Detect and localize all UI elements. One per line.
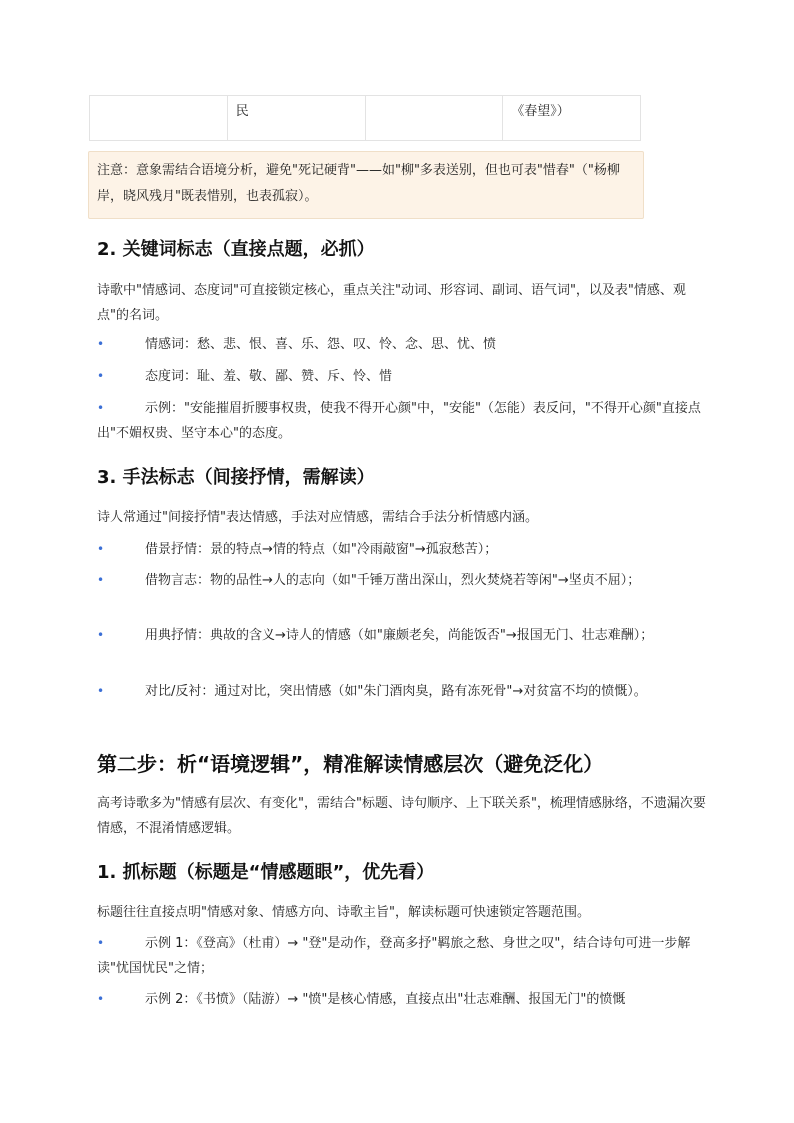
bullet-icon: • [97, 369, 105, 383]
section-heading: 1. 抓标题（标题是“情感题眼”，优先看） [97, 862, 435, 883]
list-item [97, 679, 707, 704]
bullet-icon: • [97, 401, 105, 415]
list-item [97, 987, 707, 1012]
paragraph: 高考诗歌多为"情感有层次、有变化"，需结合"标题、诗句顺序、上下联关系"，梳理情感脉络，不遗漏次要情感，不混淆情感逻辑。 [97, 796, 706, 836]
list-item-text: 对比/反衬：通过对比，突出情感（如"朱门酒肉臭，路有冻死骨"→对贫富不均的愤慨）。 [145, 684, 647, 699]
section-heading: 2. 关键词标志（直接点题，必抓） [97, 239, 375, 260]
section-heading: 3. 手法标志（间接抒情，需解读） [97, 467, 375, 488]
bullet-icon: • [97, 992, 105, 1006]
table-cell [365, 96, 503, 141]
bullet-icon: • [97, 628, 105, 642]
table-cell: 民 [227, 96, 365, 141]
imagery-table [89, 95, 641, 141]
list-item-text: 示例 2：《书愤》（陆游）→ "愤"是核心情感，直接点出"壮志难酬、报国无门"的愤慨 [145, 992, 626, 1007]
list-item [97, 931, 707, 981]
list-item-text: 借物言志：物的品性→人的志向（如"千锤万凿出深山，烈火焚烧若等闲"→坚贞不屈）； [145, 573, 641, 588]
table-cell: 《春望》） [503, 96, 641, 141]
step-heading: 第二步：析“语境逻辑”，精准解读情感层次（避免泛化） [97, 752, 604, 776]
list-item [97, 537, 707, 562]
paragraph: 标题往往直接点明"情感对象、情感方向、诗歌主旨"，解读标题可快速锁定答题范围。 [97, 905, 590, 920]
bullet-icon: • [97, 337, 105, 351]
list-item [97, 396, 707, 446]
list-item-text: 态度词：耻、羞、敬、鄙、赞、斥、怜、惜 [145, 369, 393, 384]
list-item-text: 用典抒情：典故的含义→诗人的情感（如"廉颇老矣，尚能饭否"→报国无门、壮志难酬）； [145, 628, 654, 643]
list-item [97, 623, 707, 648]
note-box: 注意：意象需结合语境分析，避免"死记硬背"——如"柳"多表送别，但也可表"惜春"（"杨柳岸，晓风残月"既表惜别，也表孤寂）。 [88, 151, 644, 219]
list-item [97, 364, 707, 389]
list-item-text: 示例："安能摧眉折腰事权贵，使我不得开心颜"中，"安能"（怎能）表反问，"不得开心颜"直接点出"不媚权贵、坚守本心"的态度。 [97, 401, 701, 441]
bullet-icon: • [97, 684, 105, 698]
paragraph: 诗歌中"情感词、态度词"可直接锁定核心，重点关注"动词、形容词、副词、语气词"，以及表"情感、观点"的名词。 [97, 283, 686, 323]
table-cell [90, 96, 228, 141]
list-item-text: 情感词：愁、悲、恨、喜、乐、怨、叹、怜、念、思、忧、愤 [145, 337, 497, 352]
list-item [97, 568, 707, 593]
table-row [90, 96, 641, 141]
bullet-icon: • [97, 542, 105, 556]
bullet-icon: • [97, 936, 105, 950]
bullet-icon: • [97, 573, 105, 587]
list-item [97, 332, 707, 357]
list-item-text: 借景抒情：景的特点→情的特点（如"冷雨敲窗"→孤寂愁苦）； [145, 542, 498, 557]
list-item-text: 示例 1：《登高》（杜甫）→ "登"是动作，登高多抒"羁旅之愁、身世之叹"，结合诗句可进一步解读"忧国忧民"之情； [97, 936, 691, 976]
paragraph: 诗人常通过"间接抒情"表达情感，手法对应情感，需结合手法分析情感内涵。 [97, 510, 538, 525]
